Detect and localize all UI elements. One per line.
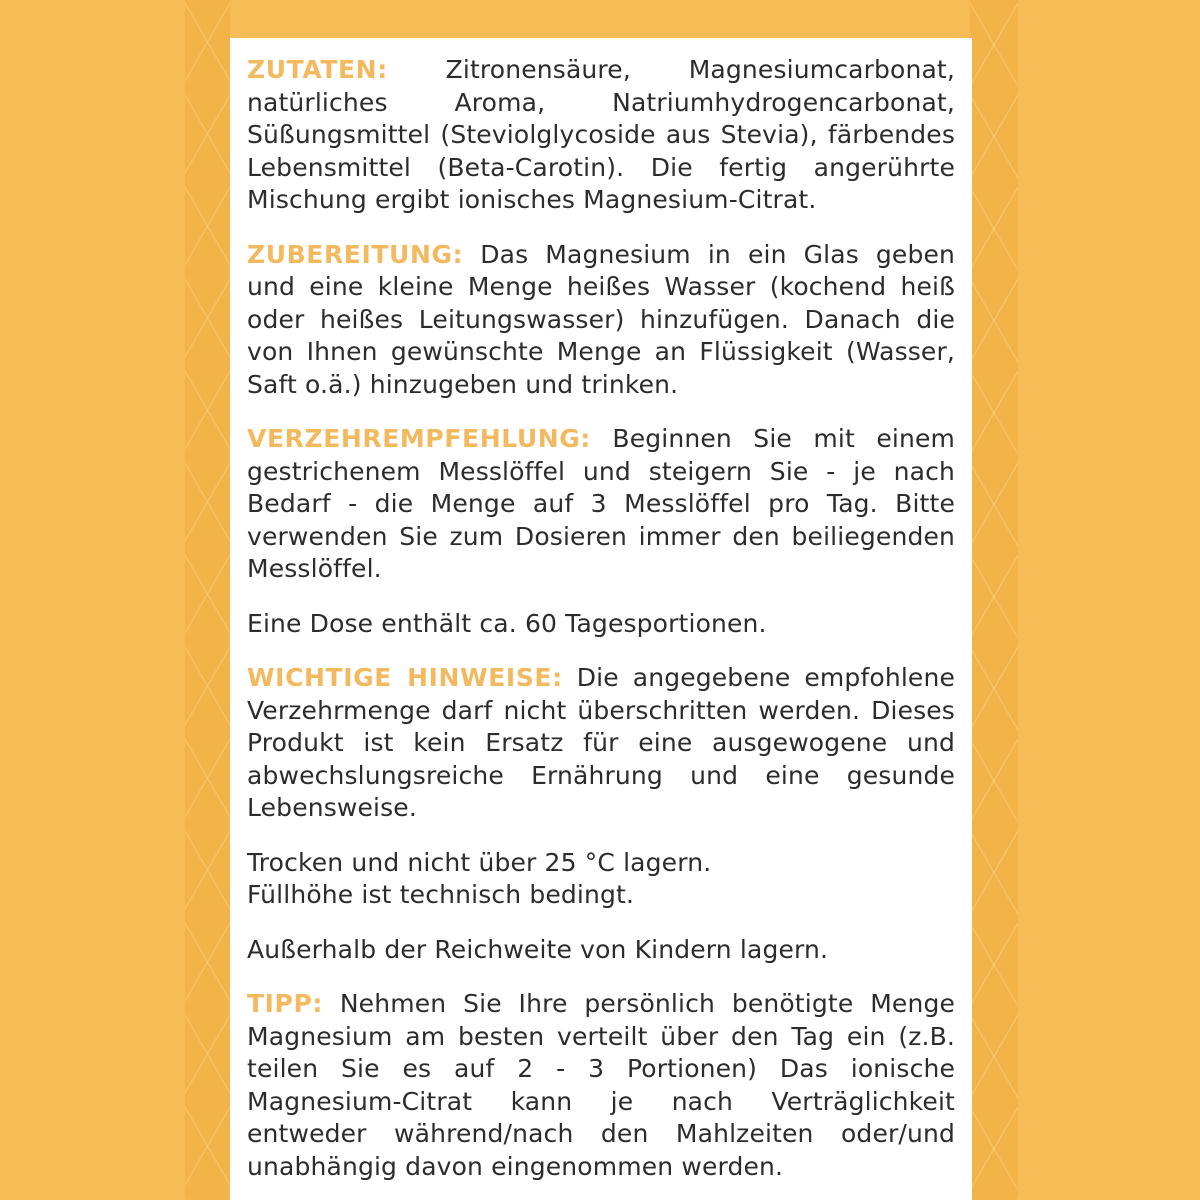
ingredients-paragraph bbox=[247, 54, 955, 217]
right-pattern-border bbox=[970, 0, 1018, 1200]
label-text-panel bbox=[230, 38, 972, 1200]
dosage-heading: VERZEHREMPFEHLUNG: bbox=[247, 424, 591, 453]
ingredients-heading: ZUTATEN: bbox=[247, 55, 388, 84]
storage-line-2: Füllhöhe ist technisch bedingt. bbox=[247, 880, 635, 909]
preparation-paragraph bbox=[247, 239, 955, 402]
notes-paragraph bbox=[247, 662, 955, 825]
left-pattern-border bbox=[185, 0, 230, 1200]
tip-text: Nehmen Sie Ihre persönlich benötigte Menge Magnesium am besten verteilt über den Tag ein (z.B. teilen Sie es auf 2 - 3 Portionen) Das ionische Magnesium-Citrat kann je nach Verträglichkeit entweder während/nach den Mahlzeiten oder/und unabhängig davon eingenommen werden. bbox=[247, 989, 955, 1181]
dosage-paragraph bbox=[247, 423, 955, 586]
tip-heading: TIPP: bbox=[247, 989, 323, 1018]
notes-text: Die angegebene empfohlene Verzehrmenge darf nicht überschritten werden. Dieses Produkt ist kein Ersatz für eine ausgewogene und abwechslungsreiche Ernährung und eine gesunde Lebensweise. bbox=[247, 663, 955, 822]
storage-line-1: Trocken und nicht über 25 °C lagern. bbox=[247, 847, 712, 877]
notes-heading: WICHTIGE HINWEISE: bbox=[247, 663, 563, 692]
ingredients-text: Zitronensäure, Magnesiumcarbonat, natürliches Aroma, Natriumhydrogencarbonat, Süßungsmittel (Steviolglycoside aus Stevia), färbendes Lebensmittel (Beta-Carotin). Die fertig angerührte Mischung ergibt ionisches Magnesium-Citrat. bbox=[247, 55, 955, 214]
tip-paragraph bbox=[247, 988, 955, 1183]
children-warning: Außerhalb der Reichweite von Kindern lagern. bbox=[247, 934, 829, 964]
dosage-text: Beginnen Sie mit einem gestrichenem Messlöffel und steigern Sie - je nach Bedarf - die Menge auf 3 Messlöffel pro Tag. Bitte verwenden Sie zum Dosieren immer den beiliegenden Messlöffel. bbox=[247, 424, 955, 583]
preparation-heading: ZUBEREITUNG: bbox=[247, 239, 464, 269]
portions-paragraph: Eine Dose enthält ca. 60 Tagesportionen. bbox=[247, 608, 767, 638]
preparation-text: Das Magnesium in ein Glas geben und eine kleine Menge heißes Wasser (kochend heiß oder heißes Leitungswasser) hinzufügen. Danach die von Ihnen gewünschte Menge an Flüssigkeit (Wasser, Saft o.ä.) hinzugeben und trinken. bbox=[247, 239, 955, 399]
